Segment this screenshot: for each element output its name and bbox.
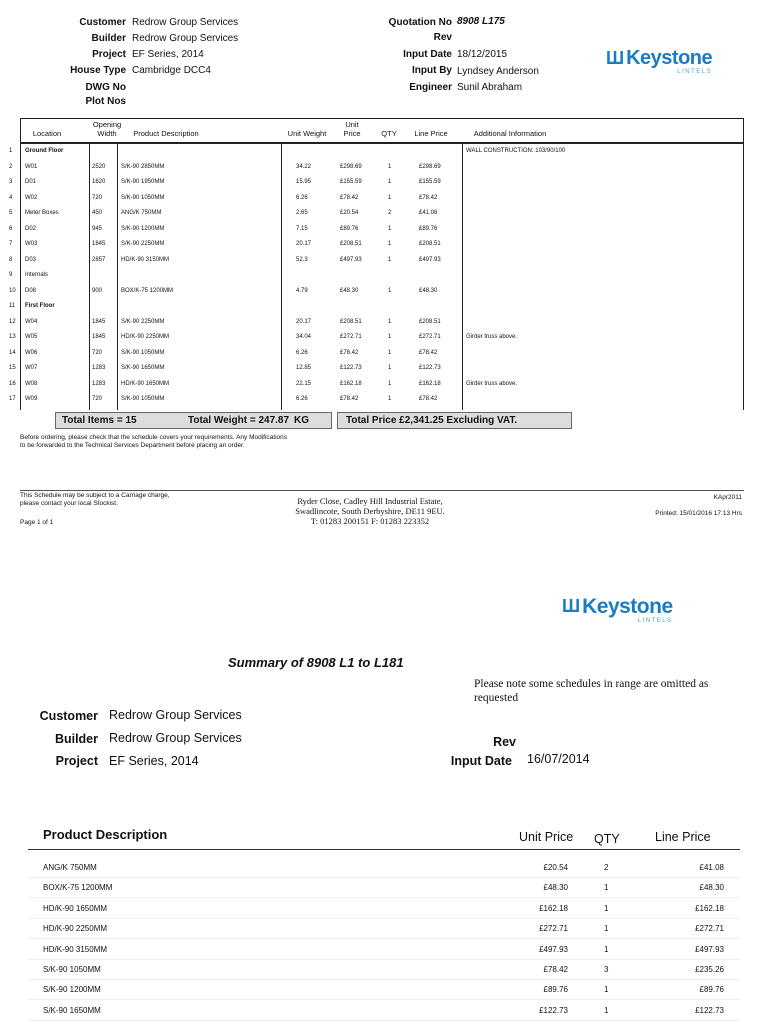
summary-rev-label: Rev xyxy=(493,735,516,749)
cell-width: 2520 xyxy=(92,163,106,170)
cell-width: 1283 xyxy=(92,365,106,371)
address-line3: T: 01283 200151 F: 01283 223352 xyxy=(310,516,430,526)
logo-word: Keystone xyxy=(582,595,673,618)
page-number: Page 1 of 1 xyxy=(20,519,54,526)
ordering-note xyxy=(20,434,287,450)
summary-project-value: EF Series, 2014 xyxy=(109,754,199,768)
cell-weight: 6.26 xyxy=(296,349,308,356)
col-qty: QTY xyxy=(381,129,397,138)
table-row xyxy=(0,222,768,238)
list-item xyxy=(0,878,768,898)
cell-description: S/K-90 1650MM xyxy=(121,365,165,371)
summary-cell-description: HD/K-90 3150MM xyxy=(43,944,108,954)
total-price-bar xyxy=(337,412,572,429)
summary-cell-line-price: £48.30 xyxy=(699,883,724,893)
cell-description: S/K-90 1950MM xyxy=(121,179,165,185)
company-address xyxy=(240,496,500,526)
list-item xyxy=(0,980,768,1000)
cell-unit-price: £208.51 xyxy=(340,241,362,247)
cell-location: W01 xyxy=(25,163,38,170)
row-number: 2 xyxy=(9,163,13,170)
total-weight-unit: KG xyxy=(294,415,309,426)
row-number: 13 xyxy=(9,334,16,340)
summary-cell-description: HD/K-90 1650MM xyxy=(43,903,108,913)
cell-description: HD/K-90 2250MM xyxy=(121,334,170,340)
col-opening: Opening xyxy=(92,120,122,129)
cell-line-price: £122.73 xyxy=(419,365,441,371)
carriage-note xyxy=(20,492,170,508)
summary-cell-unit-price: £497.93 xyxy=(539,944,568,954)
keystone-logo-summary xyxy=(562,596,673,624)
cell-unit-price: £89.76 xyxy=(340,225,359,232)
cell-weight: 7.15 xyxy=(296,225,308,232)
col-line-price: Line Price xyxy=(414,129,448,138)
cell-location: W07 xyxy=(25,365,38,371)
builder-label: Builder xyxy=(91,33,126,44)
table-row xyxy=(0,361,768,377)
cell-location: Internals xyxy=(25,272,49,278)
summary-cell-qty: 1 xyxy=(604,944,609,954)
address-line2: Swadlincote, South Derbyshire, DE11 9EU. xyxy=(295,506,445,516)
cell-description: BOX/K-75 1200MM xyxy=(121,287,174,294)
cell-description: HD/K-90 1650MM xyxy=(121,380,170,387)
summary-cell-unit-price: £78.42 xyxy=(543,965,568,974)
logo-sub: LINTELS xyxy=(677,69,713,75)
summary-cell-unit-price: £89.76 xyxy=(543,985,568,995)
cell-unit-price: £162.18 xyxy=(340,380,362,387)
cell-location: W06 xyxy=(25,349,38,356)
cell-qty: 1 xyxy=(388,241,392,247)
cell-weight: 20.17 xyxy=(296,318,312,325)
table-row xyxy=(0,175,768,191)
list-item xyxy=(0,940,768,960)
table-row xyxy=(0,253,768,269)
list-item xyxy=(0,1001,768,1021)
table-row xyxy=(0,315,768,331)
cell-info: Girder truss above. xyxy=(466,380,518,387)
cell-description: S/K-90 1200MM xyxy=(121,225,165,232)
cell-line-price: £272.71 xyxy=(419,334,441,340)
cell-unit-price: £122.73 xyxy=(340,365,362,371)
row-number: 1 xyxy=(9,148,13,154)
row-number: 15 xyxy=(9,365,16,371)
builder-value: Redrow Group Services xyxy=(132,33,239,44)
cell-weight: 6.26 xyxy=(296,194,308,201)
keystone-logo xyxy=(606,48,712,75)
cell-line-price: £298.69 xyxy=(419,163,441,170)
cell-width: 2857 xyxy=(92,256,106,263)
cell-location: W09 xyxy=(25,396,38,402)
row-number: 4 xyxy=(9,194,13,201)
cell-weight: 22.15 xyxy=(296,380,312,387)
summary-customer-value: Redrow Group Services xyxy=(109,708,242,722)
cell-width: 900 xyxy=(92,287,103,294)
cell-weight: 2.65 xyxy=(296,210,308,216)
cell-line-price: £48.30 xyxy=(419,287,438,294)
cell-unit-price: £298.69 xyxy=(340,163,362,170)
cell-weight: 6.26 xyxy=(296,396,308,402)
cell-description: S/K-90 2850MM xyxy=(121,163,165,170)
summary-cell-description: BOX/K-75 1200MM xyxy=(43,883,113,893)
cell-line-price: £89.76 xyxy=(419,225,438,232)
cell-qty: 1 xyxy=(388,380,392,387)
cell-line-price: £78.42 xyxy=(419,349,438,356)
cell-unit-price: £78.42 xyxy=(340,194,359,201)
cell-qty: 1 xyxy=(388,163,392,170)
table-row xyxy=(0,346,768,362)
list-item xyxy=(0,899,768,919)
customer-value: Redrow Group Services xyxy=(132,17,239,28)
summary-input-date-value: 16/07/2014 xyxy=(527,752,590,766)
summary-cell-line-price: £272.71 xyxy=(695,924,724,934)
summary-cell-description: ANG/K 750MM xyxy=(43,863,97,872)
cell-unit-price: £78.42 xyxy=(340,396,359,402)
col-description: Product Description xyxy=(133,129,199,138)
summary-cell-qty: 1 xyxy=(604,903,609,913)
summary-header-rule xyxy=(28,849,740,850)
summary-builder-value: Redrow Group Services xyxy=(109,731,242,745)
list-item xyxy=(0,919,768,939)
summary-cell-line-price: £235.26 xyxy=(695,965,724,974)
summary-col-line-price: Line Price xyxy=(655,830,711,844)
cell-weight: 34.04 xyxy=(296,334,312,340)
cell-location: D01 xyxy=(25,179,37,185)
cell-line-price: £208.51 xyxy=(419,241,441,247)
dwg-no-label: DWG No xyxy=(85,82,126,93)
row-number: 6 xyxy=(9,225,13,232)
keystone-mark-icon: Ш xyxy=(606,48,625,68)
list-item xyxy=(0,960,768,980)
cell-weight: 52.3 xyxy=(296,256,308,263)
cell-qty: 2 xyxy=(388,210,392,216)
summary-cell-unit-price: £162.18 xyxy=(539,903,568,913)
summary-cell-description: S/K-90 1650MM xyxy=(43,1005,101,1015)
summary-cell-description: HD/K-90 2250MM xyxy=(43,924,108,934)
cell-line-price: £78.42 xyxy=(419,194,438,201)
keystone-mark-icon: Ш xyxy=(562,596,581,616)
table-row xyxy=(0,377,768,393)
table-row xyxy=(0,268,768,284)
summary-customer-label: Customer xyxy=(39,709,98,723)
row-number: 5 xyxy=(9,210,13,216)
cell-width: 1845 xyxy=(92,318,106,325)
cell-location: W02 xyxy=(25,194,38,201)
summary-cell-line-price: £41.08 xyxy=(699,863,724,872)
input-date-label: Input Date xyxy=(403,49,452,60)
summary-cell-qty: 1 xyxy=(604,1005,609,1015)
summary-cell-unit-price: £122.73 xyxy=(539,1005,568,1015)
summary-cell-unit-price: £48.30 xyxy=(543,883,568,893)
table-row xyxy=(0,284,768,300)
table-row xyxy=(0,330,768,346)
total-weight: Total Weight = 247.87 xyxy=(188,415,290,426)
engineer-value: Sunil Abraham xyxy=(457,82,523,93)
col-price: Price xyxy=(343,129,361,138)
input-date-value: 18/12/2015 xyxy=(457,49,508,60)
summary-cell-line-price: £162.18 xyxy=(695,903,724,913)
plot-nos-label: Plot Nos xyxy=(85,96,126,107)
summary-cell-unit-price: £20.54 xyxy=(543,863,568,872)
cell-description: S/K-90 2250MM xyxy=(121,318,165,325)
summary-input-date-label: Input Date xyxy=(450,754,512,768)
table-row xyxy=(0,144,768,160)
row-number: 9 xyxy=(9,272,13,278)
cell-unit-price: £48.30 xyxy=(340,287,359,294)
cell-width: 720 xyxy=(92,349,103,356)
cell-location: D02 xyxy=(25,225,37,232)
cell-weight: 34.22 xyxy=(296,163,312,170)
cell-location: W04 xyxy=(25,318,38,325)
cell-width: 1620 xyxy=(92,179,106,185)
cell-qty: 1 xyxy=(388,349,392,356)
cell-line-price: £155.59 xyxy=(419,179,441,185)
cell-line-price: £208.51 xyxy=(419,318,441,325)
row-number: 17 xyxy=(9,396,16,402)
row-number: 14 xyxy=(9,349,16,356)
quotation-no-label: Quotation No xyxy=(388,17,452,28)
table-header xyxy=(21,119,743,143)
cell-qty: 1 xyxy=(388,318,392,325)
quotation-no-value: 8908 L175 xyxy=(457,16,505,27)
cell-qty: 1 xyxy=(388,396,392,402)
summary-cell-qty: 1 xyxy=(604,883,609,893)
cell-info: WALL CONSTRUCTION: 103/90/100 xyxy=(466,148,566,154)
cell-weight: 20.17 xyxy=(296,241,312,247)
summary-title: Summary of 8908 L1 to L181 xyxy=(228,655,404,670)
summary-project-label: Project xyxy=(55,754,98,768)
cell-unit-price: £497.93 xyxy=(340,256,362,263)
cell-unit-price: £208.51 xyxy=(340,318,362,325)
cell-unit-price: £272.71 xyxy=(340,334,362,340)
cell-description: S/K-90 1050MM xyxy=(121,396,165,402)
cell-width: 450 xyxy=(92,210,103,216)
summary-cell-unit-price: £272.71 xyxy=(539,924,568,934)
list-item xyxy=(0,858,768,878)
schedule-table xyxy=(20,118,744,144)
cell-location: First Floor xyxy=(25,303,55,309)
cell-description: S/K-90 1050MM xyxy=(121,194,165,201)
input-by-label: Input By xyxy=(412,65,452,76)
project-value: EF Series, 2014 xyxy=(132,49,204,60)
summary-cell-qty: 1 xyxy=(604,985,609,995)
cell-qty: 1 xyxy=(388,334,392,340)
row-number: 11 xyxy=(9,303,16,309)
cell-location: Meter Boxes xyxy=(25,210,59,216)
cell-width: 720 xyxy=(92,194,103,201)
row-divider xyxy=(28,1020,740,1021)
cell-qty: 1 xyxy=(388,365,392,371)
summary-cell-qty: 3 xyxy=(604,965,609,974)
cell-location: D08 xyxy=(25,287,37,294)
address-line1: Ryder Close, Cadley Hill Industrial Estate, xyxy=(297,496,443,506)
row-number: 7 xyxy=(9,241,13,247)
cell-location: D03 xyxy=(25,256,37,263)
house-type-value: Cambridge DCC4 xyxy=(132,65,211,76)
summary-cell-description: S/K-90 1050MM xyxy=(43,965,101,974)
cell-description: HD/K-90 3150MM xyxy=(121,256,170,263)
cell-qty: 1 xyxy=(388,287,392,294)
rev-label: Rev xyxy=(433,32,452,43)
summary-cell-line-price: £497.93 xyxy=(695,944,724,954)
cell-weight: 15.95 xyxy=(296,179,312,185)
total-items: Total Items = 15 xyxy=(62,415,137,426)
footer-rule xyxy=(20,490,744,491)
col-info: Additional Information xyxy=(473,129,547,138)
cell-unit-price: £20.54 xyxy=(340,210,359,216)
printed-date: Printed: 15/01/2016 17:13 Hrs xyxy=(655,510,742,517)
cell-unit-price: £78.42 xyxy=(340,349,359,356)
summary-cell-description: S/K-90 1200MM xyxy=(43,985,101,995)
table-row xyxy=(0,392,768,408)
cell-qty: 1 xyxy=(388,179,392,185)
row-number: 3 xyxy=(9,179,13,185)
summary-col-qty: QTY xyxy=(594,832,620,846)
engineer-label: Engineer xyxy=(409,82,452,93)
row-number: 16 xyxy=(9,380,16,387)
summary-cell-line-price: £89.76 xyxy=(699,985,724,995)
cell-line-price: £497.93 xyxy=(419,256,441,263)
table-row xyxy=(0,160,768,176)
col-unit-weight: Unit Weight xyxy=(287,129,327,138)
summary-col-unit-price: Unit Price xyxy=(519,830,574,844)
cell-location: Ground Floor xyxy=(25,148,64,154)
cell-qty: 1 xyxy=(388,256,392,263)
cell-qty: 1 xyxy=(388,225,392,232)
cell-unit-price: £155.59 xyxy=(340,179,362,185)
cell-line-price: £41.08 xyxy=(419,210,438,216)
cell-weight: 12.85 xyxy=(296,365,312,371)
logo-word: Keystone xyxy=(626,47,713,69)
summary-cell-line-price: £122.73 xyxy=(695,1005,724,1015)
omitted-note: Please note some schedules in range are omitted as requested xyxy=(474,678,709,704)
project-label: Project xyxy=(92,49,126,60)
summary-cell-qty: 1 xyxy=(604,924,609,934)
col-location: Location xyxy=(32,129,62,138)
row-number: 12 xyxy=(9,318,16,325)
row-number: 10 xyxy=(9,287,16,294)
col-unit: Unit xyxy=(345,120,359,129)
cell-width: 720 xyxy=(92,396,103,402)
cell-description: S/K-90 2250MM xyxy=(121,241,165,247)
cell-qty: 1 xyxy=(388,194,392,201)
summary-cell-qty: 2 xyxy=(604,863,609,872)
cell-line-price: £78.42 xyxy=(419,396,438,402)
summary-col-description: Product Description xyxy=(43,827,168,842)
customer-label: Customer xyxy=(79,17,126,28)
ordering-note-line1: Before ordering, please check that the schedule covers your requirements. Any Modifications xyxy=(20,434,288,441)
summary-builder-label: Builder xyxy=(54,732,98,746)
table-row xyxy=(0,299,768,315)
carriage-line1: This Schedule may be subject to a Carriage charge, xyxy=(20,492,170,499)
table-row xyxy=(0,237,768,253)
cell-location: W08 xyxy=(25,380,38,387)
carriage-line2: please contact your local Stockist. xyxy=(20,500,118,507)
form-code: KApr2011 xyxy=(713,494,742,501)
house-type-label: House Type xyxy=(70,65,126,76)
cell-location: W05 xyxy=(25,334,38,340)
cell-width: 1845 xyxy=(92,334,106,340)
cell-width: 945 xyxy=(92,225,103,232)
cell-description: ANG/K 750MM xyxy=(121,210,162,216)
input-by-value: Lyndsey Anderson xyxy=(457,66,539,77)
totals-bar xyxy=(55,412,332,429)
table-row xyxy=(0,206,768,222)
cell-location: W03 xyxy=(25,241,38,247)
total-price: Total Price £2,341.25 Excluding VAT. xyxy=(346,415,518,426)
col-width: Width xyxy=(97,129,117,138)
row-number: 8 xyxy=(9,256,13,263)
logo-sub: LINTELS xyxy=(637,618,673,624)
cell-line-price: £162.18 xyxy=(419,380,441,387)
table-row xyxy=(0,191,768,207)
cell-weight: 4.79 xyxy=(296,287,308,294)
cell-description: S/K-90 1050MM xyxy=(121,349,165,356)
cell-info: Girder truss above. xyxy=(466,334,518,340)
cell-width: 1283 xyxy=(92,380,106,387)
ordering-note-line2: to be forwarded to the Technical Services Department before placing an order. xyxy=(20,442,245,449)
cell-width: 1845 xyxy=(92,241,106,247)
